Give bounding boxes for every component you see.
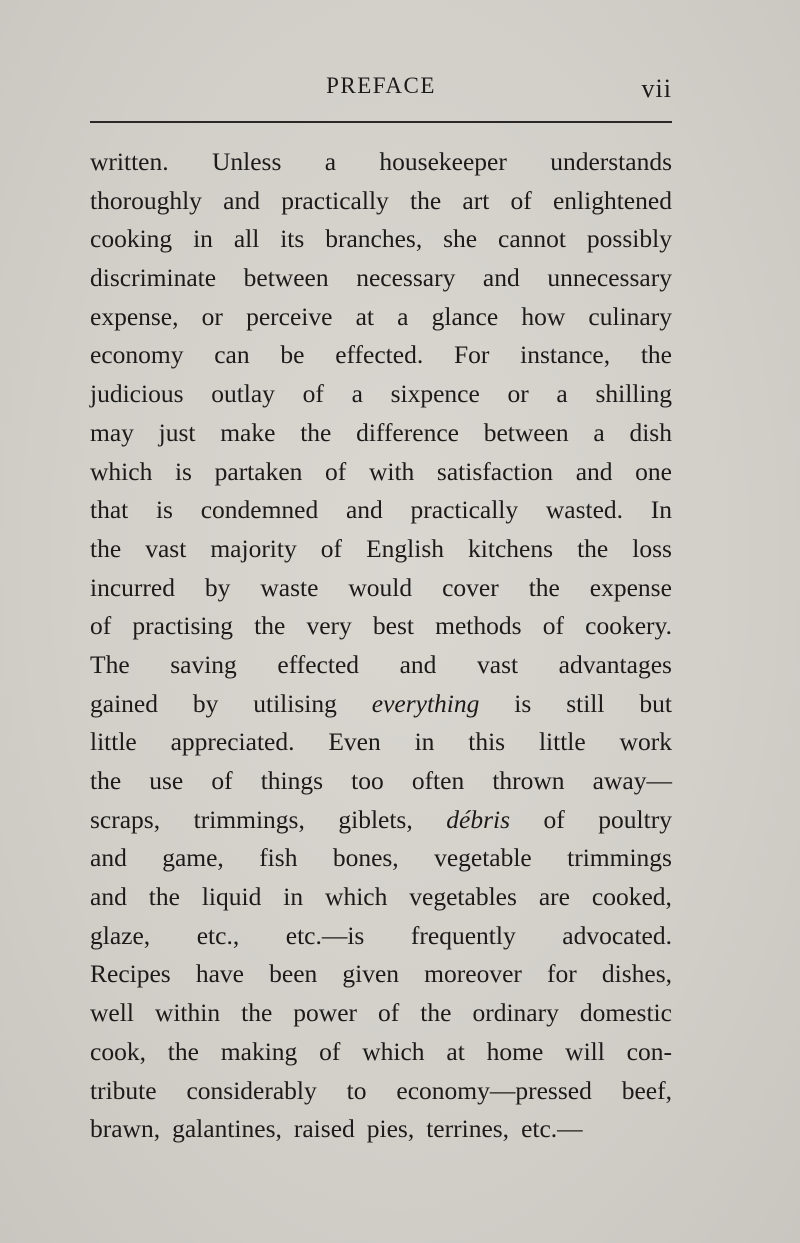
word: thrown <box>492 766 565 795</box>
word: to <box>346 1075 367 1105</box>
word: saving <box>170 649 237 679</box>
text-line <box>90 453 672 492</box>
word: of <box>378 998 400 1028</box>
word: glance <box>431 301 499 331</box>
word: enlightened <box>552 185 672 215</box>
word: effected. <box>335 340 424 370</box>
word: the <box>90 533 122 563</box>
word: making <box>220 1036 298 1066</box>
text-line <box>90 1033 672 1072</box>
text-line <box>90 955 672 994</box>
word: culinary <box>588 301 672 331</box>
word: all <box>233 224 260 254</box>
word: use <box>149 766 184 795</box>
word: practising <box>132 611 233 641</box>
word: tribute <box>90 1075 157 1105</box>
word: considerably <box>186 1075 317 1105</box>
word: bones, <box>332 843 399 873</box>
word: but <box>639 688 672 718</box>
word: Recipes <box>90 959 171 989</box>
word: at <box>355 301 374 331</box>
word: moreover <box>424 959 522 989</box>
word: kitchens <box>468 533 554 563</box>
word: will <box>565 1036 605 1066</box>
word: by <box>204 572 231 602</box>
word: with <box>368 456 415 486</box>
word: the <box>420 998 452 1028</box>
word: little <box>538 727 586 757</box>
word: raised <box>293 1114 355 1144</box>
word: can <box>214 340 250 370</box>
word: and <box>399 649 437 679</box>
word: judicious <box>90 379 184 409</box>
word: economy <box>90 340 184 370</box>
word: practically <box>410 495 519 525</box>
word: game, <box>162 843 224 873</box>
word: gained <box>90 688 158 718</box>
text-line <box>90 878 672 917</box>
word: instance, <box>520 340 611 370</box>
word: fish <box>259 843 298 873</box>
word: débris <box>446 804 510 834</box>
word: outlay <box>211 379 275 409</box>
word: make <box>220 417 276 447</box>
word: practically <box>281 185 389 215</box>
word: utilising <box>253 688 337 718</box>
word: of <box>325 456 347 486</box>
word: cooked, <box>591 882 672 912</box>
word: loss <box>632 533 672 563</box>
word: everything <box>371 688 480 718</box>
word: English <box>366 533 444 563</box>
word: advocated. <box>562 920 672 950</box>
word: con- <box>626 1036 672 1066</box>
word: that <box>90 495 129 525</box>
text-line <box>90 569 672 608</box>
word: liquid <box>201 882 262 912</box>
word: or <box>507 379 529 409</box>
word: written. <box>90 147 169 176</box>
word: the <box>528 572 560 602</box>
word: pies, <box>366 1114 415 1144</box>
word: a <box>593 417 605 447</box>
word: In <box>650 495 672 525</box>
word: cook, <box>90 1036 146 1066</box>
word: housekeeper <box>379 147 507 176</box>
word: of <box>543 804 565 834</box>
word: the <box>167 1036 199 1066</box>
word: poultry <box>598 804 672 834</box>
running-title: PREFACE <box>326 73 436 98</box>
word: a <box>324 147 337 176</box>
word: expense <box>589 572 672 602</box>
word: which <box>325 882 388 912</box>
word: still <box>566 688 605 718</box>
text-line <box>90 1110 672 1149</box>
word: little <box>90 727 137 757</box>
word: galantines, <box>172 1114 282 1144</box>
word: giblets, <box>338 804 413 834</box>
word: cannot <box>498 224 567 254</box>
word: majority <box>210 533 297 563</box>
word: branches, <box>325 224 423 254</box>
word: discriminate <box>90 263 217 293</box>
word: satisfaction <box>436 456 554 486</box>
word: very <box>306 611 352 641</box>
word: brawn, <box>90 1114 161 1144</box>
word: terrines, <box>426 1114 510 1144</box>
word: cooking <box>90 224 173 254</box>
word: trimmings <box>567 843 672 873</box>
word: scraps, <box>90 804 161 834</box>
text-line <box>90 839 672 878</box>
word: frequently <box>410 920 516 950</box>
word: and <box>575 456 613 486</box>
word: economy—pressed <box>396 1075 592 1105</box>
word: Even <box>328 727 381 757</box>
body-text <box>90 143 672 1149</box>
word: at <box>446 1036 465 1066</box>
text-line <box>90 530 672 569</box>
word: the <box>410 185 442 215</box>
word: expense, <box>90 301 179 331</box>
word: methods <box>435 611 522 641</box>
word: waste <box>260 572 319 602</box>
text-line <box>90 375 672 414</box>
word: dish <box>629 417 672 447</box>
word: wasted. <box>545 495 624 525</box>
word: of <box>320 533 343 563</box>
word: which <box>90 456 153 486</box>
text-line <box>90 491 672 530</box>
word: well <box>90 998 134 1028</box>
word: etc., <box>196 920 240 950</box>
word: possibly <box>586 224 672 254</box>
text-line <box>90 723 672 762</box>
text-line <box>90 607 672 646</box>
word: one <box>635 456 672 486</box>
word: things <box>260 766 324 795</box>
word: and <box>482 263 520 293</box>
word: understands <box>550 147 672 176</box>
header-rule <box>90 121 672 123</box>
text-line <box>90 298 672 337</box>
text-line <box>90 143 672 182</box>
word: best <box>372 611 414 641</box>
word: the <box>300 417 332 447</box>
word: work <box>619 727 672 757</box>
word: etc.—is <box>285 920 365 950</box>
word: just <box>158 417 196 447</box>
word: between <box>483 417 569 447</box>
word: unnecessary <box>547 263 672 293</box>
text-line <box>90 646 672 685</box>
word: is <box>155 495 173 525</box>
word: of <box>302 379 324 409</box>
word: given <box>342 959 400 989</box>
word: for <box>547 959 577 989</box>
word: advantages <box>558 649 672 679</box>
word: and <box>90 843 127 873</box>
word: the <box>148 882 180 912</box>
word: beef, <box>621 1075 672 1105</box>
word: within <box>154 998 221 1028</box>
word: power <box>293 998 358 1028</box>
word: is <box>514 688 532 718</box>
word: necessary <box>356 263 456 293</box>
word: vast <box>477 649 519 679</box>
word: domestic <box>579 998 672 1028</box>
word: been <box>269 959 318 989</box>
word: often <box>411 766 465 795</box>
word: in <box>414 727 435 757</box>
word: Unless <box>211 147 282 176</box>
word: of <box>510 185 532 215</box>
word: is <box>174 456 192 486</box>
word: may <box>90 417 134 447</box>
word: cookery. <box>585 611 672 641</box>
word: vast <box>145 533 187 563</box>
word: appreciated. <box>170 727 295 757</box>
word: the <box>577 533 609 563</box>
word: condemned <box>200 495 319 525</box>
text-line <box>90 220 672 259</box>
word: incurred <box>90 572 175 602</box>
word: or <box>201 301 223 331</box>
text-line <box>90 1072 672 1111</box>
word: the <box>640 340 672 370</box>
word: sixpence <box>390 379 480 409</box>
word: a <box>397 301 409 331</box>
word: in <box>283 882 304 912</box>
word: would <box>348 572 413 602</box>
word: away— <box>592 766 672 795</box>
word: the <box>90 766 122 795</box>
word: and <box>90 882 127 912</box>
text-line <box>90 801 672 840</box>
word: shilling <box>595 379 672 409</box>
word: and <box>345 495 383 525</box>
word: home <box>486 1036 544 1066</box>
word: a <box>351 379 363 409</box>
word: a <box>556 379 568 409</box>
word: of <box>90 611 112 641</box>
word: perceive <box>246 301 333 331</box>
word: between <box>243 263 329 293</box>
word: are <box>538 882 570 912</box>
word: and <box>223 185 260 215</box>
page-header <box>90 66 672 106</box>
word: its <box>280 224 305 254</box>
text-line <box>90 917 672 956</box>
word: the <box>254 611 286 641</box>
word: vegetables <box>409 882 517 912</box>
word: be <box>280 340 305 370</box>
word: art <box>462 185 490 215</box>
word: glaze, <box>90 920 151 950</box>
text-line <box>90 685 672 724</box>
text-line <box>90 182 672 221</box>
word: The <box>90 649 130 679</box>
word: dishes, <box>601 959 672 989</box>
word: she <box>443 224 478 254</box>
word: trimmings, <box>193 804 305 834</box>
text-line <box>90 336 672 375</box>
word: the <box>241 998 273 1028</box>
word: too <box>351 766 384 795</box>
word: effected <box>277 649 360 679</box>
text-line <box>90 259 672 298</box>
word: partaken <box>214 456 303 486</box>
word: how <box>521 301 566 331</box>
text-line <box>90 762 672 801</box>
word: ordinary <box>472 998 559 1028</box>
word: thoroughly <box>90 185 202 215</box>
word: which <box>362 1036 425 1066</box>
word: difference <box>356 417 459 447</box>
word: etc.— <box>521 1114 583 1144</box>
word: of <box>211 766 233 795</box>
word: of <box>319 1036 341 1066</box>
word: For <box>453 340 490 370</box>
word: in <box>193 224 213 254</box>
text-line <box>90 414 672 453</box>
word: by <box>192 688 219 718</box>
word: of <box>542 611 564 641</box>
word: this <box>468 727 506 757</box>
word: have <box>195 959 244 989</box>
word: vegetable <box>434 843 532 873</box>
page-number: vii <box>641 74 672 103</box>
word: cover <box>442 572 499 602</box>
text-line <box>90 994 672 1033</box>
